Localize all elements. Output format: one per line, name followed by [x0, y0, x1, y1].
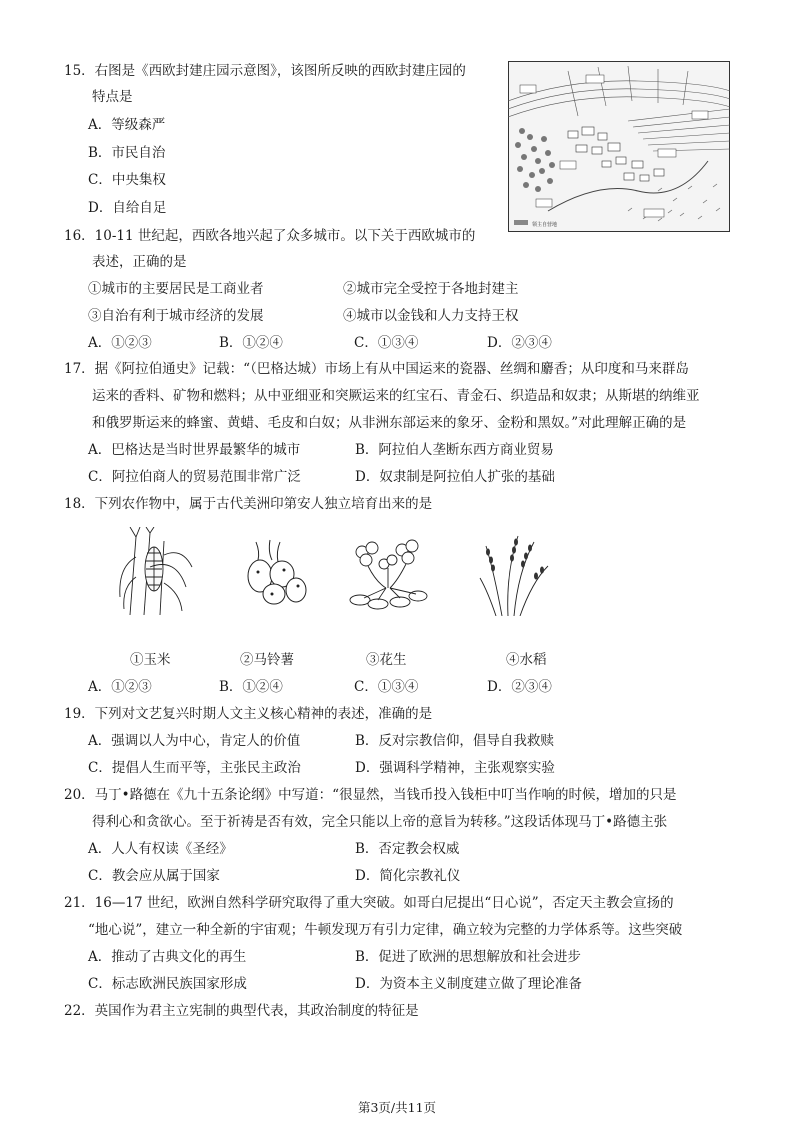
q18-crop-1: ①玉米 [130, 652, 171, 668]
potato-illustration [236, 538, 316, 608]
q16-item-1: ①城市的主要居民是工商业者 [88, 281, 264, 297]
q16-item-4: ④城市以金钱和人力支持王权 [343, 308, 519, 324]
q18-option-d: D．②③④ [487, 679, 552, 695]
q16-item-2: ②城市完全受控于各地封建主 [343, 281, 519, 297]
q21-stem-line2: “地心说”，建立一种全新的宇宙观；牛顿发现万有引力定律，确立较为完整的力学体系等。这些突破 [88, 922, 683, 938]
q18-option-a: A．①②③ [88, 679, 152, 695]
q19-option-b: B．反对宗教信仰，倡导自我救赎 [355, 733, 554, 749]
q20-option-d: D．简化宗教礼仪 [355, 868, 461, 884]
q19-stem: 19．下列对文艺复兴时期人文主义核心精神的表述，准确的是 [64, 706, 433, 722]
legend-text: 领主自营地 [532, 222, 558, 228]
q20-stem-line1: 20．马丁•路德在《九十五条论纲》中写道：“很显然，当钱币投入钱柜中叮当作响的时候，增加的只是 [64, 787, 677, 803]
q15-option-c: C．中央集权 [88, 172, 166, 188]
q17-stem-line1: 17．据《阿拉伯通史》记载：“（巴格达城）市场上有从中国运来的瓷器、丝绸和麝香；从印度和马来群岛 [64, 361, 689, 377]
q15-option-b: B．市民自治 [88, 145, 166, 161]
q17-option-a: A．巴格达是当时世界最繁华的城市 [88, 442, 301, 458]
q18-option-c: C．①③④ [354, 679, 419, 695]
q15-stem-line2: 特点是 [92, 89, 133, 105]
q18-stem: 18．下列农作物中，属于古代美洲印第安人独立培育出来的是 [64, 496, 433, 512]
corn-illustration [116, 527, 196, 615]
manor-illustration [508, 61, 730, 232]
q22-stem: 22．英国作为君主立宪制的典型代表，其政治制度的特征是 [64, 1003, 419, 1019]
q16-option-b: B．①②④ [219, 335, 283, 351]
q17-option-d: D．奴隶制是阿拉伯人扩张的基础 [355, 469, 555, 485]
q19-option-c: C．提倡人生而平等，主张民主政治 [88, 760, 301, 776]
q16-option-d: D．②③④ [487, 335, 552, 351]
q18-crop-2: ②马铃薯 [240, 652, 294, 668]
q20-option-c: C．教会应从属于国家 [88, 868, 220, 884]
q16-item-3: ③自治有利于城市经济的发展 [88, 308, 264, 324]
q17-option-b: B．阿拉伯人垄断东西方商业贸易 [355, 442, 554, 458]
q21-option-a: A．推动了古典文化的再生 [88, 949, 247, 965]
q20-option-b: B．否定教会权威 [355, 841, 460, 857]
q19-option-d: D．强调科学精神，主张观察实验 [355, 760, 555, 776]
q20-option-a: A．人人有权读《圣经》 [88, 841, 233, 857]
q15-option-a: A．等级森严 [88, 117, 166, 133]
q17-stem-line3: 和俄罗斯运来的蜂蜜、黄蜡、毛皮和白奴；从非洲东部运来的象牙、金粉和黑奴。”对此理解正确的是 [92, 415, 687, 431]
q17-option-c: C．阿拉伯商人的贸易范围非常广泛 [88, 469, 301, 485]
q19-option-a: A．强调以人为中心，肯定人的价值 [88, 733, 301, 749]
q21-option-c: C．标志欧洲民族国家形成 [88, 976, 247, 992]
q20-stem-line2: 得利心和贪欲心。至于祈祷是否有效，完全只能以上帝的意旨为转移。”这段话体现马丁•路德主张 [92, 814, 668, 830]
q18-crop-3: ③花生 [366, 652, 407, 668]
q16-option-c: C．①③④ [354, 335, 419, 351]
q21-option-b: B．促进了欧洲的思想解放和社会进步 [355, 949, 581, 965]
q15-option-d: D．自给自足 [88, 200, 167, 216]
q21-stem-line1: 21．16—17 世纪，欧洲自然科学研究取得了重大突破。如哥白尼提出“日心说”，否定天主教会宣扬的 [64, 895, 674, 911]
q15-stem-line1: 15．右图是《西欧封建庄园示意图》，该图所反映的西欧封建庄园的 [64, 63, 466, 79]
peanut-illustration [346, 538, 432, 614]
q17-stem-line2: 运来的香料、矿物和燃料；从中亚细亚和突厥运来的红宝石、青金石、织造品和奴隶；从斯堪的纳维亚 [92, 388, 700, 404]
q16-stem-line2: 表述，正确的是 [92, 254, 187, 270]
page-number: 第3页/共11页 [357, 1100, 437, 1115]
q21-option-d: D．为资本主义制度建立做了理论准备 [355, 976, 582, 992]
legend-swatch [514, 220, 528, 225]
q18-crop-4: ④水稻 [506, 652, 547, 668]
rice-illustration [478, 532, 552, 616]
q18-option-b: B．①②④ [219, 679, 283, 695]
q16-stem-line1: 16．10-11 世纪起，西欧各地兴起了众多城市。以下关于西欧城市的 [64, 228, 476, 244]
q16-option-a: A．①②③ [88, 335, 152, 351]
